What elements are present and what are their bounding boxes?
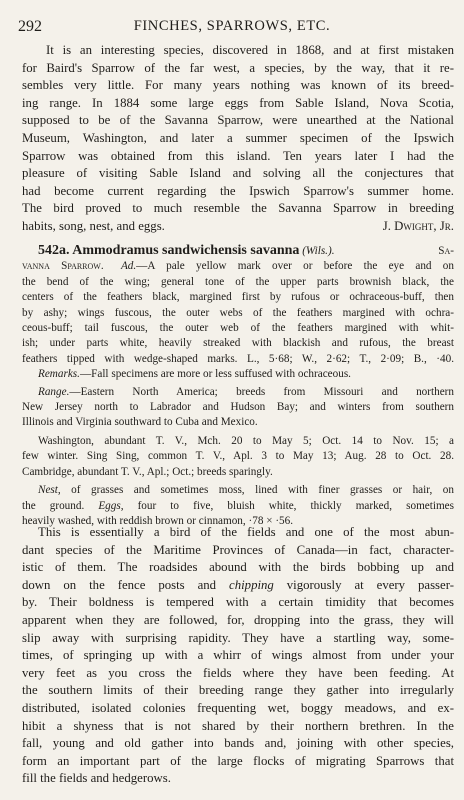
intro-line: sembles very little. For many years nothing was known of its breed- bbox=[22, 78, 454, 93]
description-first-line bbox=[22, 259, 454, 274]
remarks-text: —Fall specimens are more or less suffused with ochraceous. bbox=[79, 368, 351, 381]
intro-line: habits, song, nest, and eggs. bbox=[22, 218, 165, 233]
species-title: 542a. Ammodramus sandwichensis savanna bbox=[38, 243, 300, 258]
closing-line: fill the fields and hedgerows. bbox=[22, 771, 171, 786]
closing-text: vigorously at every passer- bbox=[273, 577, 454, 592]
closing-text: down on the fence posts and bbox=[22, 577, 230, 592]
nest-first-line bbox=[22, 483, 454, 498]
intro-line: It is an interesting species, discovered in 1868, and at first mistaken bbox=[46, 43, 454, 57]
description-line: ish; under parts white, heavily streaked with blackish and rufous, the breast bbox=[22, 337, 454, 350]
nest-second-line bbox=[22, 499, 454, 514]
range-text: —Eastern North America; breeds from Missouri and northern bbox=[69, 385, 454, 398]
intro-line: Museum, Washington, and later a summer specimen of the Ipswich bbox=[22, 130, 454, 145]
description-line: the bend of the wing; general tone of the upper parts brownish black, the bbox=[22, 275, 454, 288]
intro-paragraph bbox=[22, 42, 454, 236]
nest-text: the ground. bbox=[22, 499, 99, 512]
intro-line: supposed to be of the Savanna Sparrow, were unearthed at the National bbox=[22, 113, 454, 128]
records-line: few winter. Sing Sing, common T. V., Apl. 3 to May 13; Aug. 28 to Oct. 28. bbox=[22, 450, 454, 463]
author-signature: J. Dwight, Jr. bbox=[382, 218, 454, 233]
intro-line: for Baird's Sparrow of the far west, a species, by the way, that it re- bbox=[22, 60, 454, 75]
intro-line: had become current regarding the Ipswich Sparrow's summer home. bbox=[22, 183, 454, 198]
closing-line: fall, young and old gather into bands and, joining with other species, bbox=[22, 736, 454, 751]
intro-line: ing range. In 1884 some large eggs from Sable Island, Nova Scotia, bbox=[22, 95, 454, 110]
eggs-label: Eggs, bbox=[98, 499, 124, 512]
closing-line: apparent when they are followed, for, dropping into the grass, they will bbox=[22, 612, 454, 627]
description-line: feathers tipped with wedge-shaped marks. L., 5·68; W., 2·62; T., 2·09; B., ·40. bbox=[22, 352, 454, 365]
chipping-word: chipping bbox=[229, 577, 274, 592]
closing-line: form an important part of the large flocks of migrating Sparrows that bbox=[22, 753, 454, 768]
intro-line: pleasure of visiting Sable Island and solving all the conjectures that bbox=[22, 166, 454, 181]
closing-line-chipping bbox=[22, 577, 454, 595]
range-first-line bbox=[22, 385, 454, 400]
closing-line: times, of springing up with a whirr of wings almost from under your bbox=[22, 648, 454, 663]
closing-line: very feet as you cross the fields where they have been feeding. At bbox=[22, 665, 454, 680]
remarks-label: Remarks. bbox=[38, 368, 80, 381]
nest-label: Nest, bbox=[38, 484, 61, 497]
closing-line: slip away with surprising rapidity. They have a startling way, some- bbox=[22, 630, 454, 645]
range-line: Illinois and Virginia southward to Cuba and Mexico. bbox=[22, 416, 258, 429]
common-name-start: Sa- bbox=[438, 245, 454, 257]
ad-label: Ad. bbox=[120, 260, 137, 273]
closing-line: istic of them. The roadsides abound with the birds bobbing up and bbox=[22, 560, 454, 575]
closing-paragraph bbox=[22, 524, 454, 788]
remarks bbox=[22, 367, 454, 382]
range-line: New Jersey north to Labrador and Hudson Bay; and winters from southern bbox=[22, 401, 454, 414]
species-authority: (Wils.). bbox=[302, 245, 335, 257]
closing-line: This is essentially a bird of the fields and one of the most abun- bbox=[38, 525, 454, 539]
closing-line: hibit a shyness that is not shared by their northern brethren. In the bbox=[22, 718, 454, 733]
intro-line: The bird proved to much resemble the Savanna Sparrow in breeding bbox=[22, 201, 454, 216]
closing-line: distributed, isolated colonies frequenting wet, boggy meadows, and ex- bbox=[22, 700, 454, 715]
description-line: centers of the feathers black, margined first by rufous or ochraceous-buff, then bbox=[22, 291, 454, 304]
intro-last-line bbox=[22, 218, 454, 236]
closing-line: by. Their boldness is tempered with a certain timidity that becomes bbox=[22, 595, 454, 610]
species-account bbox=[22, 243, 454, 529]
records-line: Washington, abundant T. V., Mch. 20 to May 5; Oct. 14 to Nov. 15; a bbox=[38, 434, 454, 447]
species-heading bbox=[22, 243, 454, 259]
eggs-text: four to five, bluish white, thickly marked, sometimes bbox=[123, 499, 454, 512]
description-line: by ashy; wings fuscous, the outer webs of the feathers margined with ochra- bbox=[22, 306, 454, 319]
closing-line: the southern limits of their breeding range they gather into irregularly bbox=[22, 683, 454, 698]
nest-third-line: heavily washed, with reddish brown or cinnamon, ·78 × ·56. bbox=[22, 514, 294, 527]
records-line: Cambridge, abundant T. V., Apl.; Oct.; breeds sparingly. bbox=[22, 465, 273, 478]
intro-line: Sparrow was obtained from this island. Ten years later I had the bbox=[22, 148, 454, 163]
description-text: —A pale yellow mark over or before the eye and on bbox=[136, 260, 454, 273]
closing-line: dant species of the Maritime Provinces of Canada—in fact, character- bbox=[22, 542, 454, 557]
running-head: FINCHES, SPARROWS, ETC. bbox=[133, 18, 331, 34]
description-line: ceous-buff; tail fuscous, the outer web of the feathers margined with whit- bbox=[22, 322, 454, 335]
range-label: Range. bbox=[38, 385, 70, 398]
nest-text: of grasses and sometimes moss, lined with finer grasses or hair, on bbox=[60, 484, 454, 497]
page-number: 292 bbox=[18, 18, 42, 35]
page-header bbox=[18, 18, 446, 38]
common-name-end: vanna Sparrow. bbox=[22, 260, 104, 273]
